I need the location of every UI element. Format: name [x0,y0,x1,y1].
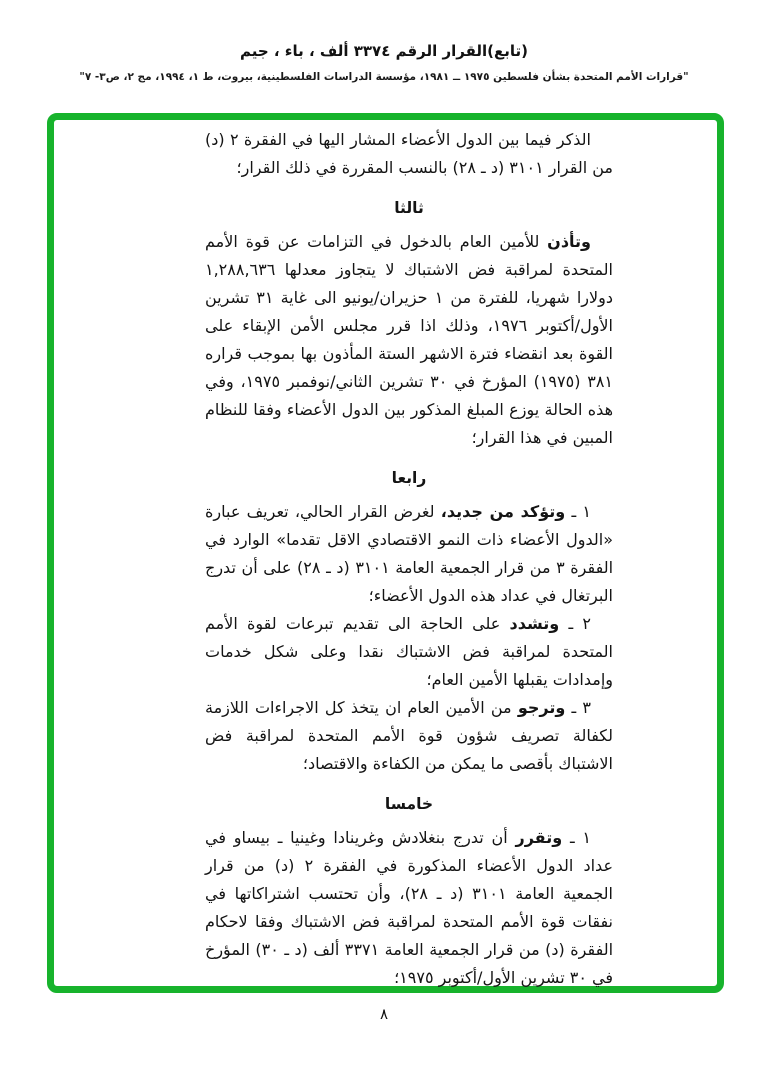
paragraph: ١ ـ وتؤكد من جديد، لغرض القرار الحالي، تعريف عبارة «الدول الأعضاء ذات النمو الاقتصادي الاقل تقدما» الوارد في الفقرة ٣ من قرار الجمعية العامة ٣١٠١ (د ـ ٢٨) على أن تدرج البرتغال في عداد هذه الدول الأعضاء؛ [205,502,614,605]
paragraph-lead: وتقرر [515,828,563,847]
item-number: ٢ ـ [559,614,591,633]
paragraph-lead: وتشدد [509,614,560,633]
document-title: (تابع)القرار الرقم ٣٣٧٤ ألف ، باء ، جيم [239,42,529,60]
item-number: ١ ـ [562,828,592,847]
document-citation: "قرارات الأمم المتحدة بشأن فلسطين ١٩٧٥ ــ ١٩٨١، مؤسسة الدراسات الفلسطينية، بيروت، ط ١، ١٩٩٤، مج ٢، ص٣- ٧" [79,71,689,83]
document-body [205,126,613,992]
paragraph: ١ ـ وتقرر أن تدرج بنغلادش وغرينادا وغينيا ـ بيساو في عداد الدول الأعضاء المذكورة في الفقرة ٢ (د) من قرار الجمعية العامة ٣١٠١ (د ـ ٢٨)، وأن تحتسب اشتراكاتها في نفقات قوة الأمم المتحدة لمراقبة فض الاشتباك وفقا لاحكام الفقرة (د) من قرار الجمعية العامة ٣٣٧١ ألف (د ـ ٣٠) المؤرخ في ٣٠ تشرين الأول/أكتوبر ١٩٧٥؛ [205,828,614,987]
item-number: ١ ـ [565,502,592,521]
paragraph-lead: وتؤكد من جديد، [440,502,566,521]
page-header [0,42,768,83]
paragraph-lead: وترجو [517,698,566,717]
item-number: ٣ ـ [565,698,591,717]
page-number: ٨ [379,1005,389,1023]
section-heading: ثالثا [394,199,424,217]
paragraph: ٣ ـ وترجو من الأمين العام ان يتخذ كل الاجراءات اللازمة لكفالة تصريف شؤون قوة الأمم المتحدة لمراقبة فض الاشتباك بأقصى ما يمكن من الكفاءة والاقتصاد؛ [205,698,613,773]
paragraph-lead: وتأذن [547,232,591,251]
section-heading: خامسا [384,795,434,813]
paragraph: ٢ ـ وتشدد على الحاجة الى تقديم تبرعات لقوة الأمم المتحدة لمراقبة فض الاشتباك نقدا وعلى شكل خدمات وإمدادات يقبلها الأمين العام؛ [205,614,613,689]
paragraph: وتأذن للأمين العام بالدخول في التزامات عن قوة الأمم المتحدة لمراقبة فض الاشتباك لا يتجاوز معدلها ١,٢٨٨,٦٣٦ دولارا شهريا، للفترة من ١ حزيران/يونيو الى غاية ٣١ تشرين الأول/أكتوبر ١٩٧٦، وذلك اذا قرر مجلس الأمن الإبقاء على القوة بعد انقضاء فترة الاشهر الستة المأذون بها بموجب قراره ٣٨١ (١٩٧٥) المؤرخ في ٣٠ تشرين الثاني/نوفمبر ١٩٧٥، وفي هذه الحالة يوزع المبلغ المذكور بين الدول الأعضاء وفقا للنظام المبين في هذا القرار؛ [205,232,614,447]
section-heading: رابعا [391,469,427,487]
paragraph: الذكر فيما بين الدول الأعضاء المشار اليها في الفقرة ٢ (د) من القرار ٣١٠١ (د ـ ٢٨) بالنسب المقررة في ذلك القرار؛ [205,130,613,177]
